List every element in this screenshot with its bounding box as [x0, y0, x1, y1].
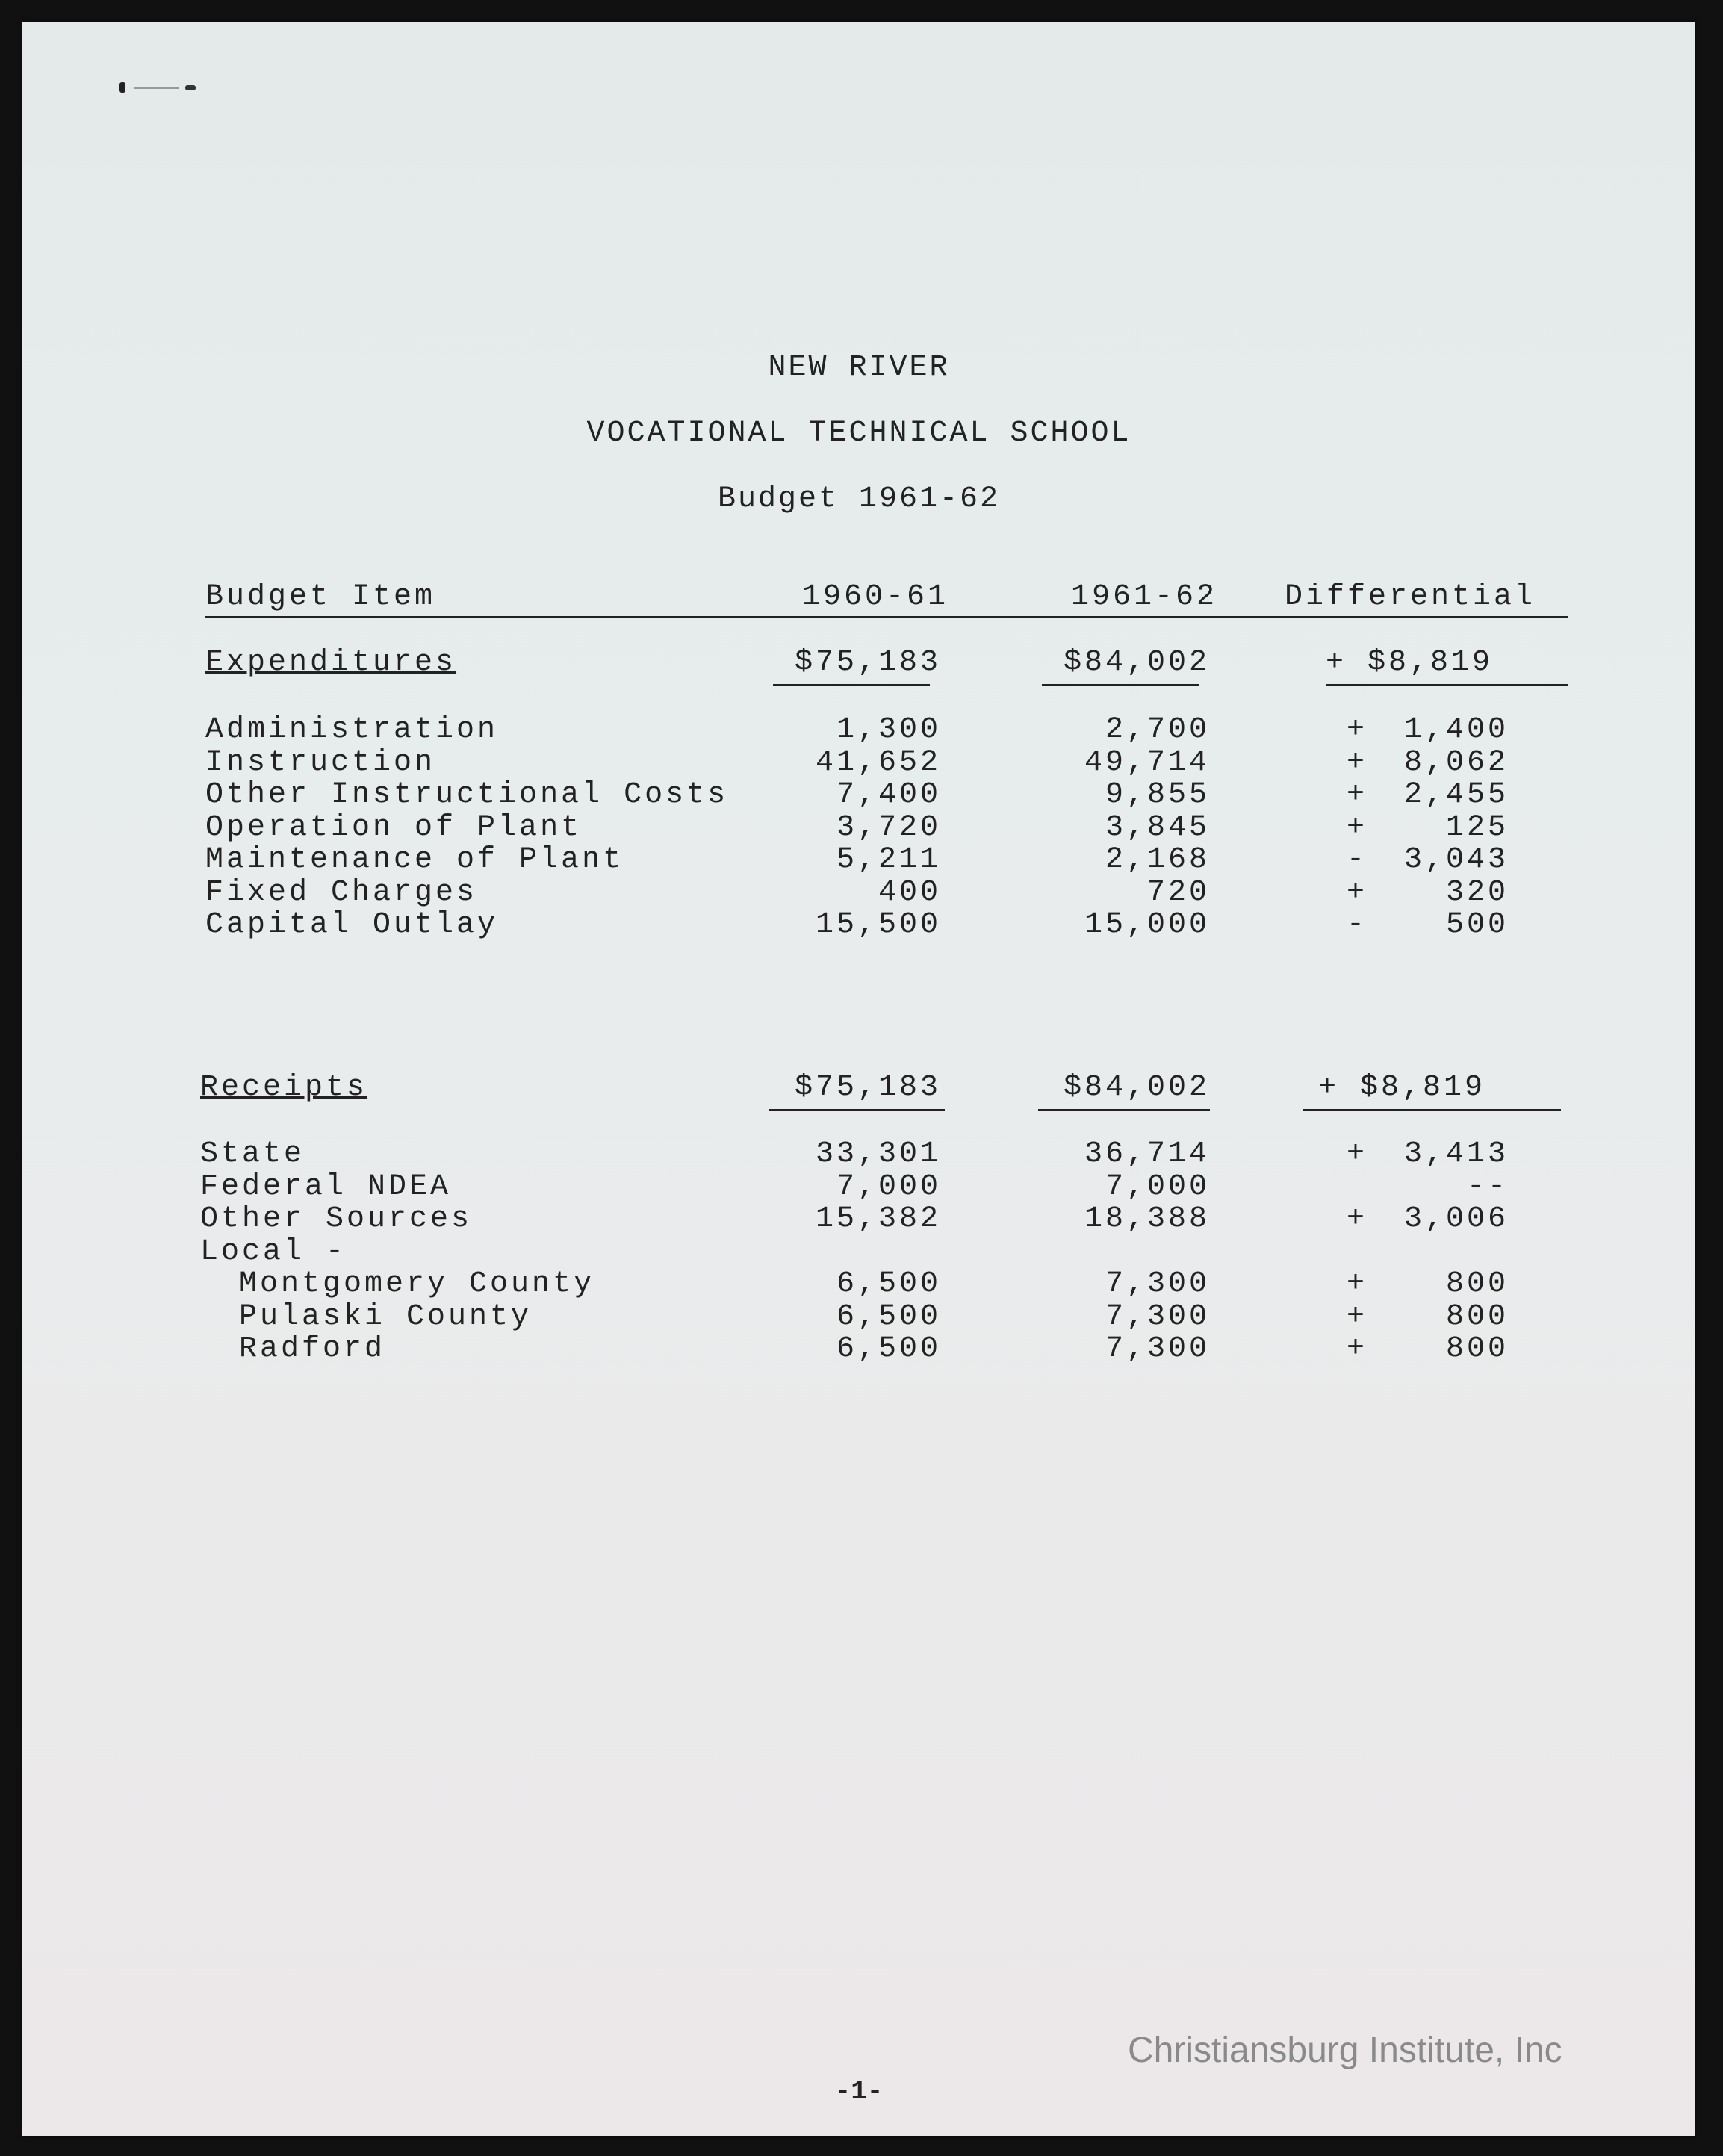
row-label: Capital Outlay	[205, 908, 499, 942]
row-value-1960-61: 41,652	[815, 745, 941, 780]
punch-mark	[97, 82, 224, 93]
row-value-1961-62: 7,300	[1105, 1332, 1210, 1366]
row-value-1960-61: 15,382	[815, 1202, 941, 1236]
row-value-differential: --	[1466, 1169, 1509, 1204]
row-label: State	[200, 1137, 305, 1171]
title-line-3: Budget 1961-62	[717, 482, 1001, 516]
header-differential: Differential	[1285, 580, 1536, 614]
row-value-1961-62: 720	[1146, 875, 1210, 910]
row-diff-sign: +	[1346, 1137, 1365, 1171]
row-diff-sign: +	[1346, 1299, 1365, 1334]
row-diff-sign: +	[1346, 875, 1365, 910]
header-1960-61: 1960-61	[801, 580, 949, 614]
row-diff-sign: +	[1346, 745, 1365, 780]
row-label: Pulaski County	[239, 1299, 533, 1334]
row-value-differential: 3,006	[1403, 1202, 1509, 1236]
row-label: Radford	[239, 1332, 386, 1366]
row-label: Federal NDEA	[200, 1169, 452, 1204]
row-value-differential: 800	[1445, 1332, 1509, 1366]
row-value-1961-62: 7,300	[1105, 1299, 1210, 1334]
row-value-1961-62: 9,855	[1105, 778, 1210, 812]
document-page	[22, 22, 1695, 2136]
row-value-differential: 2,455	[1403, 778, 1509, 812]
row-value-1960-61: 33,301	[815, 1137, 941, 1171]
row-value-1960-61: 6,500	[836, 1332, 941, 1366]
page-number: -1-	[834, 2076, 884, 2107]
row-label: Administration	[205, 713, 499, 747]
row-value-1961-62: 15,000	[1084, 908, 1210, 942]
receipts-total-curr: $84,002	[1063, 1071, 1210, 1105]
row-value-1960-61: 6,500	[836, 1267, 941, 1301]
receipts-label: Receipts	[200, 1071, 368, 1105]
row-diff-sign: +	[1346, 1332, 1365, 1366]
row-value-differential: 320	[1445, 875, 1509, 910]
row-value-differential: 125	[1445, 810, 1509, 845]
row-value-1960-61: 3,720	[836, 810, 941, 845]
row-value-1960-61: 7,400	[836, 778, 941, 812]
receipts-total-prev: $75,183	[794, 1071, 941, 1105]
expenditures-total-diff: + $8,819	[1326, 646, 1494, 680]
row-diff-sign: +	[1346, 1202, 1365, 1236]
row-value-1960-61: 5,211	[836, 843, 941, 877]
row-value-1961-62: 36,714	[1084, 1137, 1210, 1171]
row-value-1961-62: 2,700	[1105, 713, 1210, 747]
expenditures-label: Expenditures	[205, 646, 457, 680]
row-label: Other Sources	[200, 1202, 473, 1236]
row-value-1961-62: 49,714	[1084, 745, 1210, 780]
row-value-differential: 1,400	[1403, 713, 1509, 747]
row-value-1961-62: 2,168	[1105, 843, 1210, 877]
row-value-1961-62: 3,845	[1105, 810, 1210, 845]
row-value-differential: 3,413	[1403, 1137, 1509, 1171]
row-label: Local -	[200, 1234, 347, 1269]
receipts-total-diff: + $8,819	[1318, 1071, 1486, 1105]
row-label: Other Instructional Costs	[205, 778, 729, 812]
row-label: Maintenance of Plant	[205, 843, 624, 877]
row-label: Operation of Plant	[205, 810, 583, 845]
row-value-1961-62: 18,388	[1084, 1202, 1210, 1236]
row-label: Montgomery County	[239, 1267, 595, 1301]
row-value-1960-61: 1,300	[836, 713, 941, 747]
row-value-1960-61: 400	[878, 875, 941, 910]
row-value-differential: 3,043	[1403, 843, 1509, 877]
row-value-1961-62: 7,000	[1105, 1169, 1210, 1204]
row-diff-sign: +	[1346, 778, 1365, 812]
row-value-differential: 500	[1445, 908, 1509, 942]
title-line-1: NEW RIVER	[768, 351, 950, 385]
expenditures-total-curr: $84,002	[1063, 646, 1210, 680]
row-value-differential: 800	[1445, 1299, 1509, 1334]
row-value-differential: 800	[1445, 1267, 1509, 1301]
expenditures-total-prev: $75,183	[794, 646, 941, 680]
row-value-1960-61: 15,500	[815, 908, 941, 942]
row-diff-sign: +	[1346, 810, 1365, 845]
row-label: Instruction	[205, 745, 436, 780]
row-diff-sign: +	[1346, 1267, 1365, 1301]
row-value-1961-62: 7,300	[1105, 1267, 1210, 1301]
row-value-1960-61: 6,500	[836, 1299, 941, 1334]
row-value-differential: 8,062	[1403, 745, 1509, 780]
row-label: Fixed Charges	[205, 875, 478, 910]
header-1961-62: 1961-62	[1070, 580, 1217, 614]
header-budget-item: Budget Item	[205, 580, 436, 614]
row-diff-sign: -	[1346, 843, 1365, 877]
watermark: Christiansburg Institute, Inc	[1128, 2031, 1562, 2070]
row-diff-sign: +	[1346, 713, 1365, 747]
title-line-2: VOCATIONAL TECHNICAL SCHOOL	[586, 417, 1131, 450]
header-rule	[205, 616, 1568, 618]
row-diff-sign: -	[1346, 908, 1365, 942]
row-value-1960-61: 7,000	[836, 1169, 941, 1204]
